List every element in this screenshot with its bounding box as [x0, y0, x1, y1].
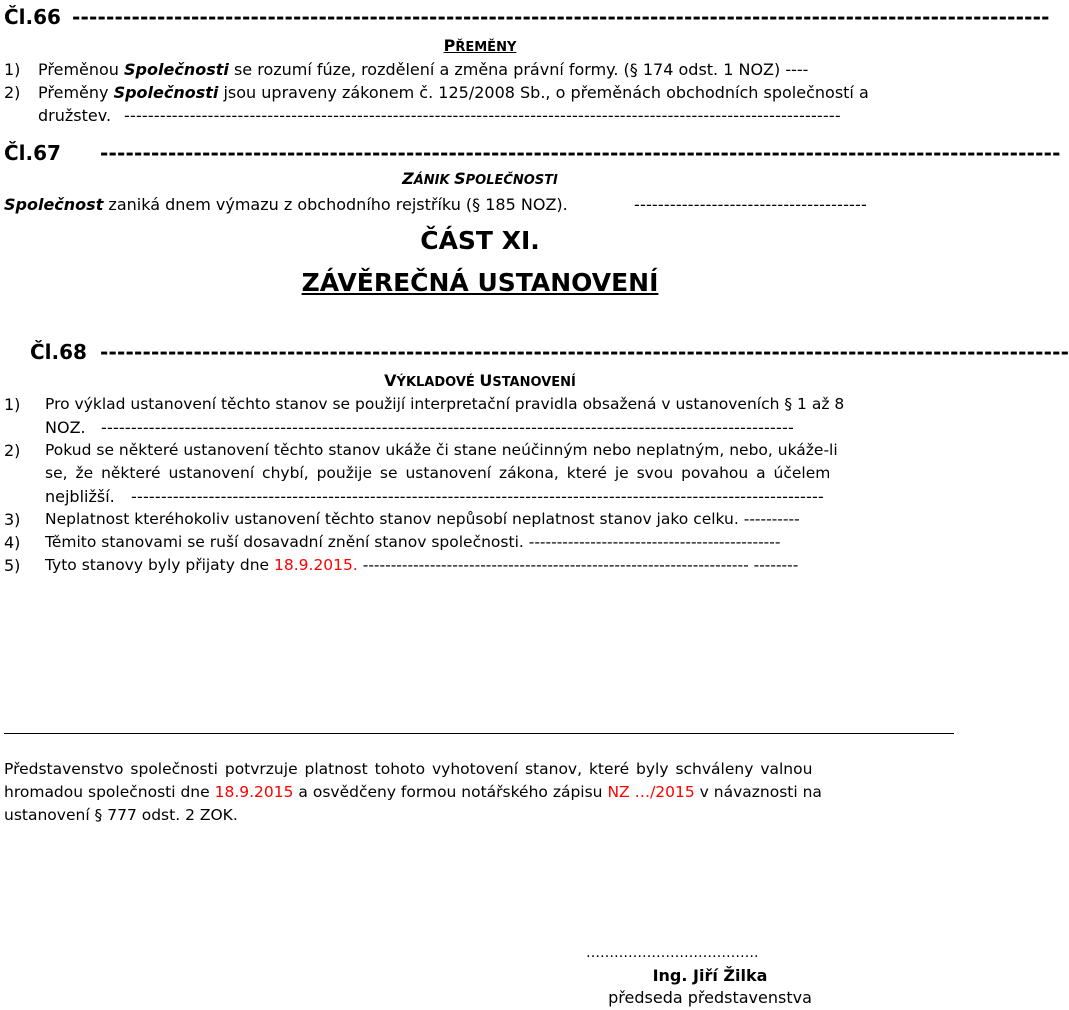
article-66-header	[4, 5, 1050, 31]
item-number: 3)	[4, 510, 21, 529]
article-68-dashes: ------------------------------------------------------------------------------------------------------------------	[100, 340, 1069, 364]
article-68-item-2-line-1: Pokud se některé ustanovení těchto stanov ukáže či stane neúčinným nebo neplatným, nebo, ukáže-li	[45, 441, 838, 459]
section-heading-zanik: ZÁNIK SPOLEČNOSTI	[402, 169, 558, 188]
article-66-item-1: 1) Přeměnou Společnosti se rozumí fúze, rozdělení a změna právní formy. (§ 174 odst. 1 NOZ) ----	[4, 60, 809, 79]
footer-line-3: ustanovení § 777 odst. 2 ZOK.	[4, 806, 238, 824]
footer-date: 18.9.2015	[214, 783, 294, 801]
signatory-name: Ing. Jiří Žilka	[652, 966, 768, 985]
article-68-item-5: Tyto stanovy byly přijaty dne 18.9.2015. --------------------------------------------------------------------- --------	[45, 556, 799, 574]
article-67-header	[4, 141, 1061, 167]
signature-line: ……………………………….	[586, 945, 759, 961]
article-68-item-1-line-2: NOZ. --------------------------------------------------------------------------------------------------------------------	[45, 418, 794, 437]
footer-nz: NZ …/2015	[607, 783, 695, 801]
article-68-item-2-line-3: nejbližší. --------------------------------------------------------------------------------------------------------------------	[45, 487, 824, 506]
adoption-date: 18.9.2015.	[274, 556, 358, 574]
item-number: 1)	[4, 395, 21, 414]
article-66-label: Čl.66	[4, 5, 61, 29]
section-heading-vykladove: VÝKLADOVÉ USTANOVENÍ	[384, 371, 576, 390]
part-subtitle: ZÁVĚREČNÁ USTANOVENÍ	[301, 268, 659, 297]
item-number: 5)	[4, 556, 21, 575]
article-67-label: Čl.67	[4, 141, 61, 165]
article-66-dashes: -------------------------------------------------------------------------------------------------------------------	[72, 5, 1050, 29]
footer-line-2: hromadou společnosti dne 18.9.2015 a osvědčeny formou notářského zápisu NZ …/2015 v návaznosti na	[4, 783, 822, 801]
part-title: ČÁST XI.	[420, 226, 540, 255]
article-68-item-3: Neplatnost kteréhokoliv ustanovení těchto stanov nepůsobí neplatnost stanov jako celku. ----------	[45, 510, 800, 528]
article-67-dashes: -----------------------------------------------------------------------------------------------------------------	[100, 141, 1061, 165]
item-number: 4)	[4, 533, 21, 552]
article-68-item-2-line-2: se, že některé ustanovení chybí, použije se ustanovení zákona, které je svou povahou a účelem	[45, 464, 831, 482]
article-67-text: Společnost zaniká dnem výmazu z obchodního rejstříku (§ 185 NOZ). ---------------------------------------	[4, 195, 867, 214]
article-68-item-1-line-1: Pro výklad ustanovení těchto stanov se použijí interpretační pravidla obsažená v ustanoveních § 1 až 8	[45, 395, 845, 413]
footer-line-1: Představenstvo společnosti potvrzuje platnost tohoto vyhotovení stanov, které byly schváleny valnou	[4, 760, 813, 778]
signatory-role: předseda představenstva	[608, 988, 812, 1007]
article-68-header	[30, 340, 1069, 366]
article-68-item-4: Těmito stanovami se ruší dosavadní znění stanov společnosti. ---------------------------------------------	[45, 533, 781, 551]
item-number: 2)	[4, 441, 21, 460]
item-number: 1)	[4, 60, 21, 79]
section-heading-premeny: PŘEMĚNY	[443, 36, 517, 55]
article-68-label: Čl.68	[30, 340, 87, 364]
article-66-continuation: družstev. ------------------------------------------------------------------------------------------------------------------------	[38, 106, 841, 125]
item-number: 2)	[4, 83, 21, 102]
footer-divider	[4, 733, 954, 734]
article-66-item-2: 2) Přeměny Společnosti jsou upraveny zákonem č. 125/2008 Sb., o přeměnách obchodních společností a	[4, 83, 869, 102]
